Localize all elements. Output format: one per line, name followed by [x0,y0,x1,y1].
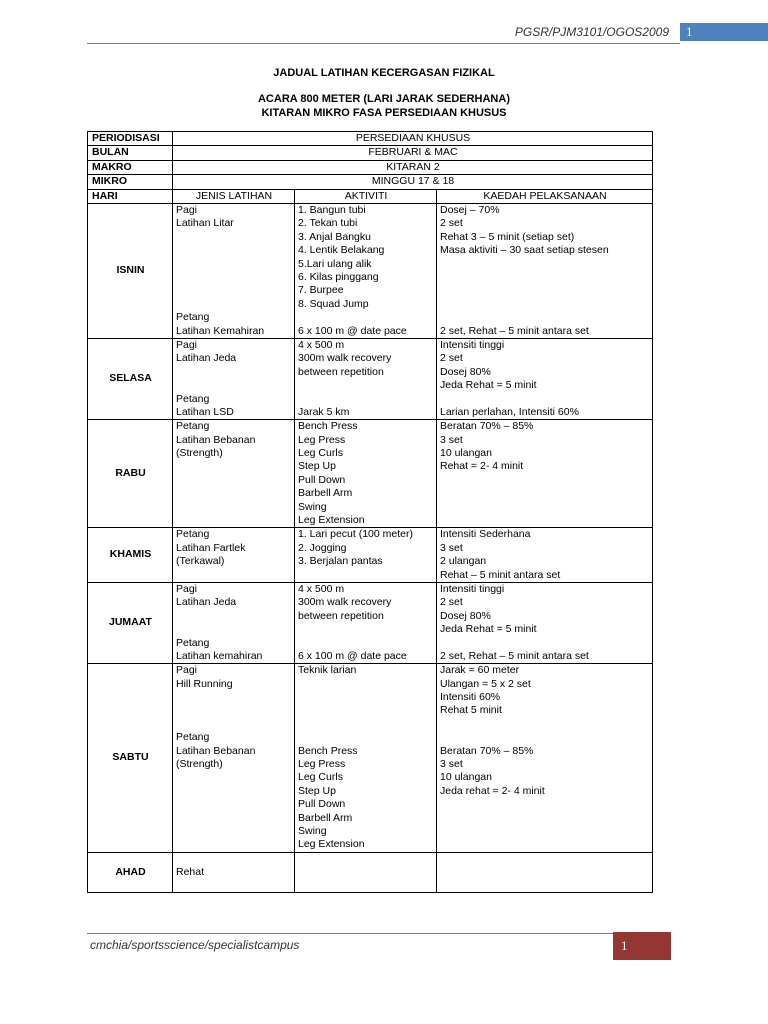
jenis-line: Petang [176,392,210,405]
jenis-line [176,501,292,514]
day-row-sabtu [88,664,653,852]
aktiviti-line: 300m walk recovery [298,352,392,365]
aktiviti-line: 300m walk recovery [298,596,392,609]
kaedah-line: 3 set [440,758,463,771]
training-schedule-table [87,131,653,893]
aktiviti-line [298,866,434,879]
aktiviti-line: 6 x 100 m @ date pace [298,649,407,662]
aktiviti-line [298,311,434,324]
jenis-line: (Strength) [176,447,223,460]
kaedah-line: 2 set, Rehat – 5 minit antara set [440,324,589,337]
kaedah-line [440,866,650,879]
jenis-line [176,298,292,311]
kaedah-line: Ulangan = 5 x 2 set [440,677,531,690]
aktiviti-cell [295,664,437,852]
mikro-label: MIKRO [88,175,173,189]
kaedah-line: Rehat = 2- 4 minit [440,460,524,473]
kaedah-line [440,825,650,838]
column-header-row [88,189,653,203]
jenis-line [176,623,292,636]
kaedah-line [440,637,650,650]
aktiviti-line: 1. Bangun tubi [298,204,366,217]
day-row-rabu [88,420,653,528]
jenis-line: Pagi [176,582,198,595]
jenis-line: Latihan Kemahiran [176,324,265,337]
aktiviti-line: Barbell Arm [298,811,353,824]
aktiviti-line: Pull Down [298,473,346,486]
aktiviti-line: Step Up [298,784,336,797]
kaedah-cell [437,528,653,583]
kaedah-line: Beratan 70% – 85% [440,420,534,433]
jenis-line: Pagi [176,664,198,677]
jenis-line: Rehat [176,865,205,878]
aktiviti-line: Leg Extension [298,838,365,851]
kaedah-line [440,718,650,731]
kaedah-cell [437,204,653,339]
jenis-line [176,379,292,392]
kaedah-line: 3 set [440,433,463,446]
aktiviti-line [298,678,434,691]
day-name: AHAD [88,852,173,892]
aktiviti-line: 5.Lari ulang alik [298,257,372,270]
kaedah-cell [437,664,653,852]
jenis-line: Latihan Bebanan [176,744,256,757]
jenis-line [176,798,292,811]
kaedah-cell [437,582,653,663]
bulan-label: BULAN [88,146,173,160]
day-name: RABU [88,420,173,528]
aktiviti-line: 2. Jogging [298,541,347,554]
jenis-line [176,474,292,487]
day-row-selasa [88,338,653,419]
jenis-line [176,271,292,284]
day-name: SELASA [88,338,173,419]
aktiviti-line: 4. Lentik Belakang [298,244,385,257]
jenis-latihan-header: JENIS LATIHAN [173,189,295,203]
aktiviti-line: 6. Kilas pinggang [298,270,379,283]
aktiviti-line: Barbell Arm [298,487,353,500]
kaedah-line [440,474,650,487]
jenis-line: Petang [176,420,210,433]
jenis-line: (Terkawal) [176,555,225,568]
aktiviti-line: Bench Press [298,420,358,433]
aktiviti-cell [295,852,437,892]
jenis-cell [173,528,295,583]
jenis-line: Latihan Litar [176,217,234,230]
kaedah-line [440,258,650,271]
day-name: KHAMIS [88,528,173,583]
jenis-cell [173,582,295,663]
aktiviti-line: 6 x 100 m @ date pace [298,324,407,337]
aktiviti-line: Jarak 5 km [298,405,350,418]
day-row-jumaat [88,582,653,663]
aktiviti-cell [295,204,437,339]
aktiviti-cell [295,582,437,663]
day-row-ahad [88,852,653,892]
jenis-line [176,812,292,825]
kaedah-line: 2 set [440,352,463,365]
periodisasi-value: PERSEDIAAN KHUSUS [173,132,653,146]
jenis-line [176,785,292,798]
aktiviti-line [298,637,434,650]
aktiviti-line [298,691,434,704]
footer-page-number: 1 [613,932,671,960]
jenis-line: Latihan Fartlek [176,541,246,554]
kaedah-line: 2 set, Rehat – 5 minit antara set [440,649,589,662]
kaedah-line: Intensiti 60% [440,691,501,704]
kaedah-line [440,501,650,514]
kaedah-line: Jeda rehat = 2- 4 minit [440,784,545,797]
kaedah-line [440,271,650,284]
kaedah-cell [437,420,653,528]
kaedah-line [440,838,650,851]
aktiviti-line [298,704,434,717]
jenis-line [176,258,292,271]
kaedah-line [440,798,650,811]
day-row-khamis [88,528,653,583]
aktiviti-line: Swing [298,500,327,513]
kaedah-line: Jeda Rehat = 5 minit [440,623,537,636]
aktiviti-line: Teknik larian [298,664,357,677]
jenis-line [176,718,292,731]
aktiviti-line [298,379,434,392]
aktiviti-cell [295,338,437,419]
kaedah-line: Intensiti Sederhana [440,528,531,541]
jenis-line [176,284,292,297]
kaedah-line: Intensiti tinggi [440,338,505,351]
day-row-isnin [88,204,653,339]
hari-header: HARI [88,189,173,203]
kaedah-line: Dosej 80% [440,365,491,378]
kaedah-line: Beratan 70% – 85% [440,744,534,757]
jenis-line: Latihan kemahiran [176,649,263,662]
event-title: ACARA 800 METER (LARI JARAK SEDERHANA) [257,93,510,105]
aktiviti-line: Pull Down [298,798,346,811]
aktiviti-line: between repetition [298,365,384,378]
jenis-line [176,460,292,473]
footer-credit: cmchia/sportsscience/specialistcampus [90,938,300,952]
jenis-cell [173,664,295,852]
aktiviti-line: 2. Tekan tubi [298,217,358,230]
jenis-line: Latihan Jeda [176,596,237,609]
kaedah-line: Masa aktiviti – 30 saat setiap stesen [440,244,609,257]
jenis-line: Latihan LSD [176,405,234,418]
kaedah-line [440,812,650,825]
jenis-cell [173,852,295,892]
aktiviti-line: 4 x 500 m [298,338,345,351]
jenis-line: Petang [176,636,210,649]
aktiviti-line: 4 x 500 m [298,582,345,595]
jenis-cell [173,338,295,419]
kaedah-line [440,311,650,324]
kaedah-line: 10 ulangan [440,771,492,784]
kaedah-cell [437,852,653,892]
aktiviti-line [298,731,434,744]
document-code: PGSR/PJM3101/OGOS2009 [514,25,669,39]
kaedah-line: Dosej 80% [440,609,491,622]
aktiviti-line: Step Up [298,460,336,473]
jenis-line [176,231,292,244]
kaedah-line [440,298,650,311]
aktiviti-line: Swing [298,825,327,837]
jenis-line [176,610,292,623]
kaedah-line: 2 set [440,217,463,230]
jenis-line [176,366,292,379]
jenis-line: Petang [176,731,210,744]
jenis-line [176,569,292,582]
jenis-line: Latihan Jeda [176,352,237,365]
aktiviti-line: Leg Press [298,433,346,446]
bulan-value: FEBRUARI & MAC [173,146,653,160]
makro-label: MAKRO [88,160,173,174]
aktiviti-cell [295,420,437,528]
kaedah-line: Jeda Rehat = 5 minit [440,379,537,392]
footer-rule [87,933,615,934]
kaedah-line: Rehat 3 – 5 minit (setiap set) [440,230,575,243]
kaedah-line [440,487,650,500]
kaedah-header: KAEDAH PELAKSANAAN [437,189,653,203]
kaedah-line: Rehat 5 minit [440,704,502,717]
aktiviti-line: 1. Lari pecut (100 meter) [298,528,413,541]
aktiviti-line: 3. Anjal Bangku [298,230,371,243]
jenis-line [176,691,292,704]
aktiviti-line: Leg Curls [298,771,343,784]
aktiviti-line [298,718,434,731]
aktiviti-line: Bench Press [298,744,358,757]
kaedah-line [440,731,650,744]
periodisasi-row [88,132,653,146]
day-name: JUMAAT [88,582,173,663]
mikro-value: MINGGU 17 & 18 [173,175,653,189]
kaedah-line: 2 ulangan [440,555,487,568]
jenis-line: Hill Running [176,677,233,690]
kaedah-line: 2 set [440,596,463,609]
kaedah-line [440,393,650,406]
periodisasi-label: PERIODISASI [88,132,173,146]
jenis-line [176,704,292,717]
jenis-line: Pagi [176,338,198,351]
bulan-row [88,146,653,160]
jenis-line [176,487,292,500]
jenis-line: Latihan Bebanan [176,433,256,446]
aktiviti-line: 8. Squad Jump [298,297,369,310]
jenis-line [176,514,292,527]
aktiviti-header: AKTIVITI [295,189,437,203]
kaedah-line: Larian perlahan, Intensiti 60% [440,405,579,418]
aktiviti-line: Leg Press [298,758,346,771]
aktiviti-line: between repetition [298,609,384,622]
kaedah-line: 3 set [440,541,463,554]
jenis-line [176,244,292,257]
aktiviti-line: 7. Burpee [298,284,344,297]
mikro-row [88,175,653,189]
kaedah-line: Dosej – 70% [440,204,500,217]
day-name: SABTU [88,664,173,852]
aktiviti-line [298,393,434,406]
cycle-title: KITARAN MIKRO FASA PERSEDIAAN KHUSUS [261,107,507,119]
kaedah-line: Jarak = 60 meter [440,664,520,677]
jenis-line: Petang [176,311,210,324]
jenis-line: Pagi [176,204,198,217]
kaedah-line [440,284,650,297]
jenis-cell [173,204,295,339]
jenis-line [176,838,292,851]
header-page-number: 1 [680,23,768,41]
aktiviti-line: 3. Berjalan pantas [298,555,383,568]
aktiviti-line: Leg Curls [298,447,343,460]
jenis-cell [173,420,295,528]
aktiviti-line [298,569,434,582]
kaedah-line [440,514,650,527]
document-title: JADUAL LATIHAN KECERGASAN FIZIKAL [273,67,495,79]
aktiviti-line [298,623,434,636]
kaedah-cell [437,338,653,419]
kaedah-line: 10 ulangan [440,447,492,460]
jenis-line [176,771,292,784]
aktiviti-cell [295,528,437,583]
makro-row [88,160,653,174]
day-name: ISNIN [88,204,173,339]
makro-value: KITARAN 2 [173,160,653,174]
jenis-line: Petang [176,528,210,541]
jenis-line [176,825,292,838]
kaedah-line: Intensiti tinggi [440,582,505,595]
jenis-line: (Strength) [176,758,223,771]
aktiviti-line: Leg Extension [298,514,365,527]
kaedah-line: Rehat – 5 minit antara set [440,568,561,581]
header-rule [87,43,680,44]
